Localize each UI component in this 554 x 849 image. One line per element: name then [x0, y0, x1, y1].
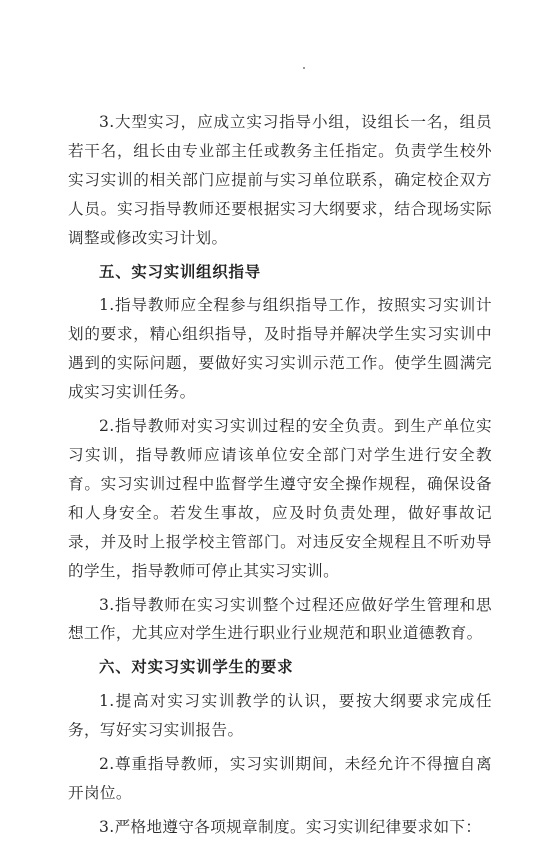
paragraph-student-management: 3.指导教师在实习实训整个过程还应做好学生管理和思想工作，尤其应对学生进行职业行业规范和职业道德教育。 [68, 595, 492, 643]
document-body [68, 108, 492, 847]
heading-section-5: 五、实习实训组织指导 [99, 262, 261, 281]
paragraph-large-internship: 3.大型实习，应成立实习指导小组，设组长一名，组员若干名，组长由专业部主任或教务主任指定。负责学生校外实习实训的相关部门应提前与实习单位联系，确定校企双方人员。实习指导教师还要根据实习大纲要求，结合现场实际调整或修改实习计划。 [68, 113, 492, 247]
scan-speck [303, 67, 305, 69]
paragraph-understanding: 1.提高对实习实训教学的认识，要按大纲要求完成任务，写好实习实训报告。 [68, 692, 492, 740]
paragraph-instructor-participation: 1.指导教师应全程参与组织指导工作，按照实习实训计划的要求，精心组织指导，及时指导并解决学生实习实训中遇到的实际问题，要做好实习实训示范工作。使学生圆满完成实习实训任务。 [68, 296, 492, 402]
paragraph-rules-discipline: 3.严格地遵守各项规章制度。实习实训纪律要求如下： [99, 817, 482, 836]
paragraph-respect-instructor: 2.尊重指导教师，实习实训期间，未经允许不得擅自离开岗位。 [68, 755, 492, 802]
paragraph-safety-responsibility: 2.指导教师对实习实训过程的安全负责。到生产单位实习实训，指导教师应请该单位安全部门对学生进行安全教育。实习实训过程中监督学生遵守安全操作规程，确保设备和人身安全。若发生事故，应及时负责处理，做好事故记录，并及时上报学校主管部门。对违反安全规程且不听劝导的学生，指导教师可停止其实习实训。 [68, 417, 492, 580]
heading-section-6: 六、对实习实训学生的要求 [99, 658, 294, 677]
